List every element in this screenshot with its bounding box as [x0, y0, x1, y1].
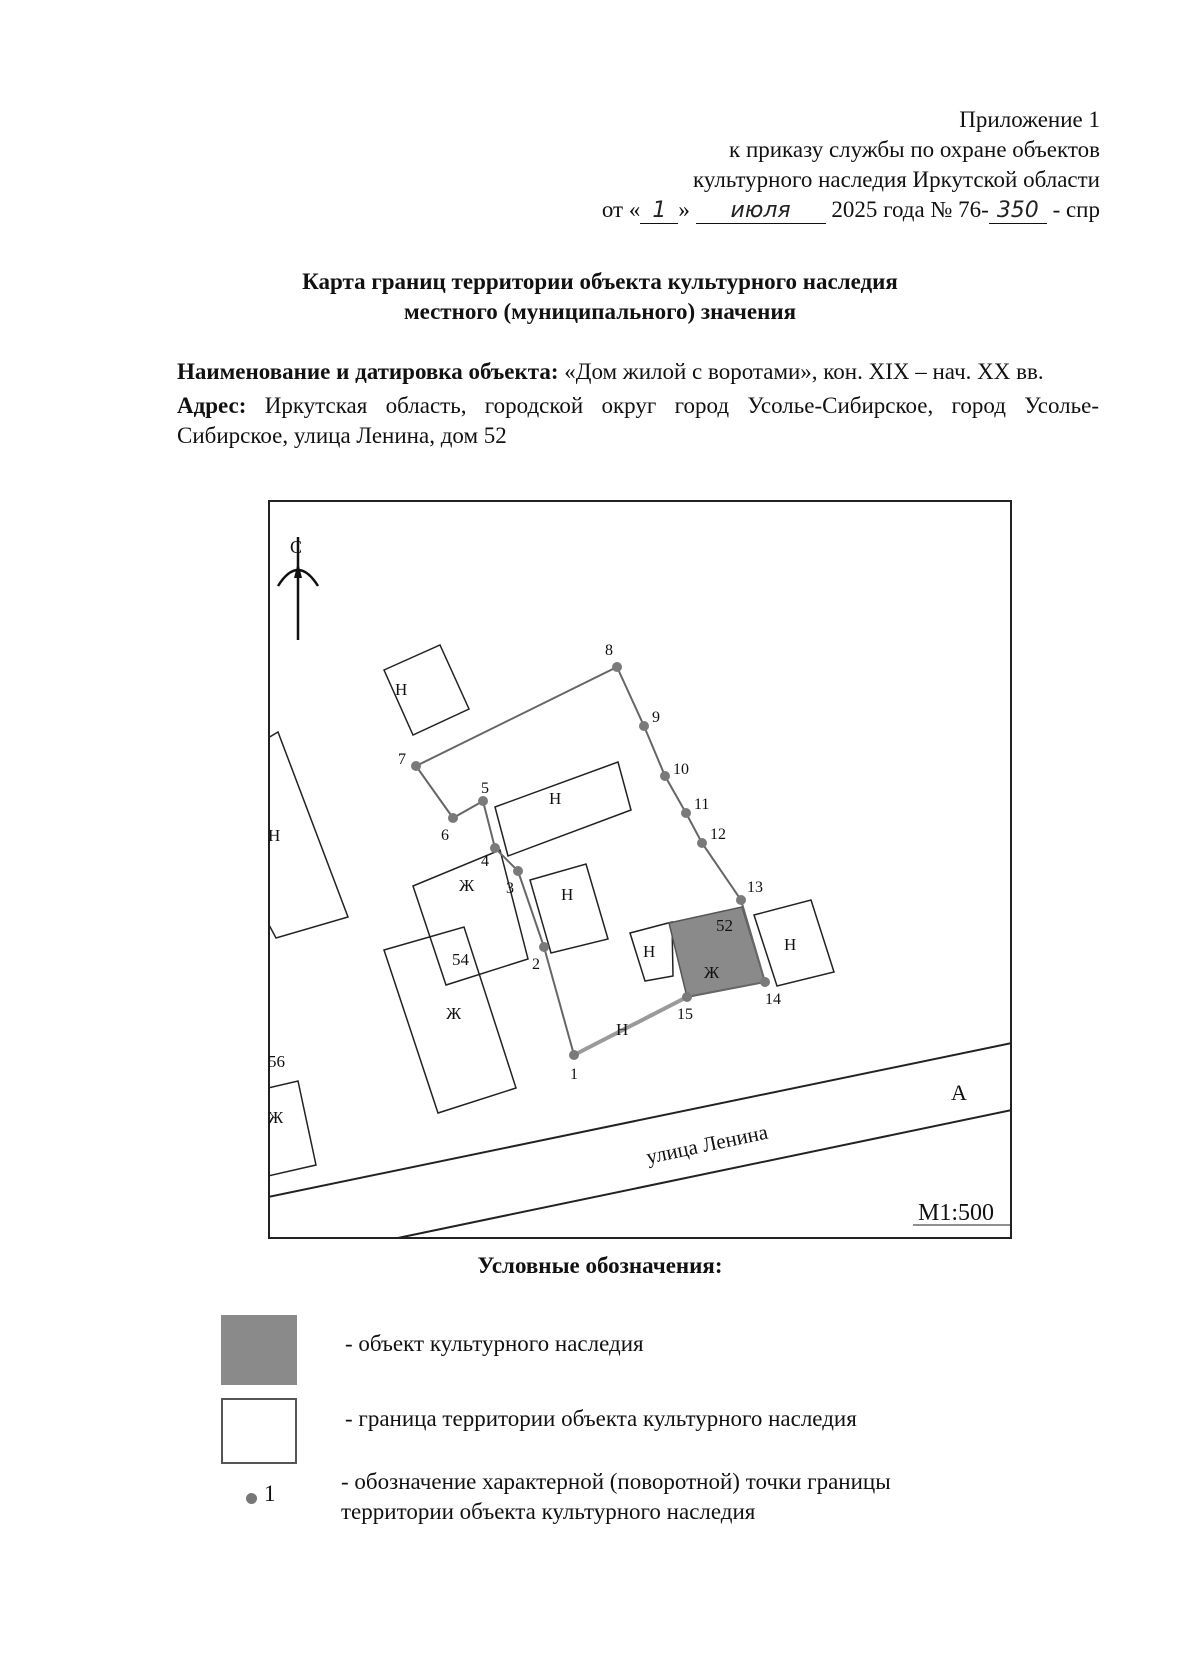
document-title [0, 267, 1200, 327]
street-label: улица Ленина [644, 1119, 770, 1169]
legend-point-text-line-1: - обозначение характерной (поворотной) точки границы [341, 1469, 891, 1494]
boundary-point-1 [569, 1050, 579, 1060]
appendix-line-1: Приложение 1 [959, 107, 1100, 132]
boundary-point-label-11: 11 [694, 796, 710, 813]
boundary-point-13 [736, 895, 746, 905]
boundary-point-label-13: 13 [747, 879, 763, 896]
street-edge-north [268, 1043, 1012, 1197]
order-date-line [602, 195, 1100, 225]
boundary-point-8 [612, 662, 622, 672]
boundary-point-7 [411, 761, 421, 771]
order-suffix: - спр [1052, 197, 1100, 222]
title-line-2: местного (муниципального) значения [403, 299, 797, 324]
boundary-point-label-9: 9 [652, 709, 660, 726]
boundary-point-label-1: 1 [570, 1066, 578, 1083]
appendix-line-3: культурного наследия Иркутской области [693, 167, 1100, 192]
order-year: 2025 года № 76- [831, 197, 989, 222]
map-svg [268, 500, 1012, 1239]
boundary-point-9 [639, 721, 649, 731]
boundary-point-3 [513, 866, 523, 876]
object-name-paragraph [177, 357, 1099, 387]
date-mid: » [678, 197, 690, 222]
label-zh-54: Ж [446, 1004, 462, 1023]
object-name-value: «Дом жилой с воротами», кон. XIX – нач. XX вв. [564, 359, 1044, 384]
order-number: 350 [989, 199, 1047, 224]
boundary-point-label-10: 10 [673, 761, 689, 778]
object-info [177, 357, 1099, 455]
order-month: июля [696, 199, 826, 224]
label-52: 52 [716, 916, 733, 935]
boundary-point-2 [539, 942, 549, 952]
label-n-west-52: Н [643, 942, 656, 961]
boundary-point-label-12: 12 [710, 826, 726, 843]
label-n-center: Н [549, 789, 562, 808]
north-label: С [290, 537, 303, 557]
legend-point-text-line-2: территории объекта культурного наследия [341, 1499, 756, 1524]
label-n-east-52: Н [784, 935, 797, 954]
object-address-label: Адрес: [177, 393, 247, 418]
legend-heritage-swatch [221, 1315, 297, 1385]
label-56: 56 [268, 1052, 285, 1071]
legend-point-icon [246, 1493, 257, 1504]
object-name-label: Наименование и датировка объекта: [177, 359, 559, 384]
boundary-map [268, 500, 1012, 1239]
legend-heritage-text: - объект культурного наследия [345, 1331, 644, 1356]
boundary-point-10 [660, 771, 670, 781]
building-56 [268, 1081, 316, 1176]
legend-point-text [341, 1467, 891, 1527]
legend-boundary-swatch [221, 1398, 297, 1464]
appendix-line-2: к приказу службы по охране объектов [729, 137, 1100, 162]
label-n-west: Н [268, 826, 281, 845]
legend-title: Условные обозначения: [477, 1253, 723, 1278]
building-zh-left [413, 850, 528, 985]
label-n-north: Н [395, 680, 408, 699]
appendix-header [602, 105, 1100, 225]
map-frame [269, 501, 1011, 1238]
building-center-n [495, 762, 631, 856]
order-day: 1 [640, 199, 678, 224]
boundary-point-label-3: 3 [506, 880, 514, 897]
label-zh-56: Ж [268, 1108, 284, 1127]
boundary-point-12 [697, 838, 707, 848]
title-line-1: Карта границ территории объекта культурного наследия [302, 269, 898, 294]
boundary-point-label-8: 8 [605, 642, 613, 659]
boundary-point-label-5: 5 [481, 780, 489, 797]
territory-boundary-south-edge [574, 997, 687, 1055]
boundary-point-15 [682, 992, 692, 1002]
object-address-value: Иркутская область, городской округ город Усолье-Сибирское, город Усолье-Сибирское, улица Ленина, дом 52 [177, 393, 1099, 448]
boundary-point-label-14: 14 [765, 991, 781, 1008]
boundary-point-label-7: 7 [398, 751, 406, 768]
object-address-paragraph [177, 391, 1099, 451]
boundary-point-11 [681, 808, 691, 818]
date-prefix: от « [601, 197, 641, 222]
boundary-point-label-15: 15 [677, 1006, 693, 1023]
legend-point-number: 1 [264, 1481, 276, 1506]
boundary-point-14 [760, 977, 770, 987]
boundary-point-label-6: 6 [441, 827, 449, 844]
territory-boundary-line [416, 667, 765, 1055]
line-label-a: А [951, 1080, 967, 1105]
legend-boundary-text: - граница территории объекта культурного наследия [345, 1406, 857, 1431]
boundary-point-6 [448, 813, 458, 823]
boundary-point-4 [490, 843, 500, 853]
scale-label: М1:500 [918, 1200, 995, 1226]
boundary-point-5 [478, 796, 488, 806]
label-54: 54 [452, 950, 469, 969]
label-zh-left: Ж [459, 876, 475, 895]
label-n-south: Н [616, 1020, 629, 1039]
boundary-point-label-2: 2 [532, 956, 540, 973]
boundary-point-label-4: 4 [481, 853, 489, 870]
label-zh-52: Ж [704, 963, 720, 982]
label-n-center2: Н [561, 885, 574, 904]
